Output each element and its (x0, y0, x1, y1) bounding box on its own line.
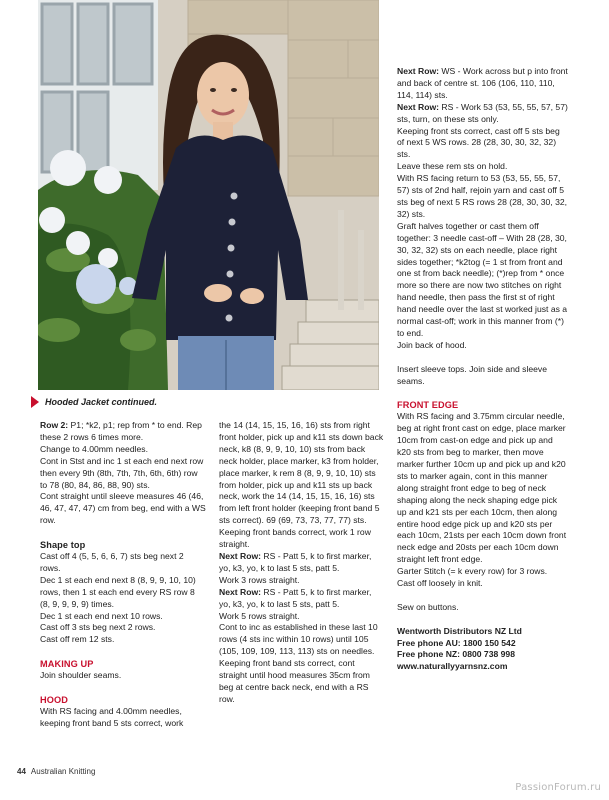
paragraph: Cast off rem 12 sts. (40, 634, 115, 645)
paragraph: Row 2: P1; *k2, p1; rep from * to end. Rep these 2 rows 6 times more. (40, 420, 202, 442)
paragraph: Work 3 rows straight. (219, 574, 300, 585)
paragraph: Cont in Stst and inc 1 st each end next row then every 9th (8th, 7th, 7th, 6th, 6th) row to 78 (80, 84, 86, 88, 90) sts. (40, 455, 204, 490)
heading-shape-top: Shape top (40, 540, 86, 551)
heading-hood: HOOD (40, 694, 68, 705)
paragraph: Next Row: WS - Work across but p into front and back of centre st. 106 (106, 110, 110, 114, 114) sts. (397, 66, 568, 100)
paragraph: Next Row: RS - Work 53 (53, 55, 55, 57, 57) sts, turn, on these sts only. (397, 101, 568, 124)
website-link[interactable]: www.naturallyyarnsnz.com (397, 661, 508, 672)
paragraph: Graft halves together or cast them off together: 3 needle cast-off – With 28 (28, 30, 30, 32, 32) sts on each needle, place right sides together; *k2tog (= 1 st from front and one st from back needle); (*)rep from * once more so there are now two stitches on right hand needle, then pass the first st of right hand needle over the last st worked just as a normal cast-off; work in this manner from (*) to end. (397, 220, 568, 338)
page-footer (17, 767, 95, 776)
text-column-3 (397, 66, 568, 673)
phone-au: Free phone AU: 1800 150 542 (397, 637, 516, 648)
paragraph: Leave these rem sts on hold. (397, 161, 508, 172)
paragraph: Keeping front sts correct, cast off 5 sts beg of next 5 WS rows. 28 (28, 30, 30, 32, 32) sts. (397, 125, 560, 160)
paragraph: Keeping front band sts correct, cont straight until hood measures 35cm from beg at centre back neck, end with a RS row. (219, 658, 370, 704)
row-label: Next Row: (219, 586, 262, 597)
watermark: PassionForum.ru (515, 782, 601, 793)
paragraph: Cont to inc as established in these last 10 rows (4 sts inc within 10 rows) until 105 (105, 109, 109, 113, 113) sts on needles. (219, 622, 378, 657)
caption-triangle-icon (31, 396, 39, 408)
row-label: Next Row: (397, 101, 440, 112)
paragraph: Next Row: RS - Patt 5, k to first marker, yo, k3, yo, k to last 5 sts, patt 5. (219, 550, 372, 573)
distributor-name: Wentworth Distributors NZ Ltd (397, 625, 522, 636)
paragraph: Cast off loosely in knit. (397, 578, 483, 589)
paragraph: Next Row: RS - Patt 5, k to first marker, yo, k3, yo, k to last 5 sts, patt 5. (219, 586, 372, 609)
paragraph: Work 5 rows straight. (219, 610, 300, 621)
paragraph: the 14 (14, 15, 15, 16, 16) sts from right front holder, pick up and k11 sts down back neck, k8 (8, 9, 9, 10, 10) sts from back neck holder, place marker, k3 from holder, place marker, k rem 8 (8, 9, 9, 10, 10) sts from holder, pick up and k11 sts up back neck, work the 14 (14, 15, 15, 16, 16) sts from left front holder (keeping front band 5 sts correct). 69 (69, 73, 73, 77, 77) sts. (219, 420, 384, 526)
phone-nz: Free phone NZ: 0800 738 998 (397, 649, 515, 660)
model-photo (38, 0, 379, 390)
paragraph: Dec 1 st each end next 8 (8, 9, 9, 10, 10) rows, then 1 st each end every RS row 8 (8, 9, 9, 9, 9) times. (40, 574, 196, 609)
caption-text: Hooded Jacket continued. (45, 397, 158, 407)
paragraph: With RS facing and 4.00mm needles, keeping front band 5 sts correct, work (40, 705, 184, 728)
text-column-2 (219, 420, 385, 706)
paragraph: Insert sleeve tops. Join side and sleeve seams. (397, 363, 548, 386)
page-number: 44 (17, 767, 26, 776)
heading-making-up: MAKING UP (40, 659, 94, 670)
row-label: Next Row: (397, 66, 440, 76)
paragraph: Dec 1 st each end next 10 rows. (40, 610, 163, 621)
paragraph: With RS facing return to 53 (53, 55, 55, 57, 57) sts of 2nd half, rejoin yarn and cast off 5 sts beg of next 5 RS rows 28 (28, 30, 30, 32, 32) sts. (397, 173, 568, 219)
row-label: Next Row: (219, 550, 262, 561)
paragraph: Join shoulder seams. (40, 670, 122, 681)
row-label: Row 2: (40, 420, 69, 430)
paragraph: Cast off 4 (5, 5, 6, 6, 7) sts beg next 2 rows. (40, 551, 184, 573)
paragraph: Garter Stitch (= k every row) for 3 rows. (397, 566, 548, 577)
magazine-title: Australian Knitting (30, 767, 96, 776)
text-column-1 (40, 420, 206, 730)
paragraph: Change to 4.00mm needles. (40, 443, 148, 454)
heading-front-edge: FRONT EDGE (397, 400, 459, 411)
paragraph: Join back of hood. (397, 339, 467, 350)
paragraph: Cont straight until sleeve measures 46 (46, 46, 47, 47, 47) cm from beg, end with a WS row. (40, 491, 206, 526)
paragraph: Cast off 3 sts beg next 2 rows. (40, 622, 156, 633)
paragraph: Keeping front bands correct, work 1 row straight. (219, 527, 371, 550)
paragraph: Sew on buttons. (397, 601, 459, 612)
photo-caption (31, 392, 171, 412)
paragraph: With RS facing and 3.75mm circular needle, beg at right front cast on edge, place marker 10cm from cast-on edge and pick up and k20 sts from beg to marker, then move marker further 10cm up and pick up and k20 sts to marker again, cont in this manner along straight front edge to beg of neck shaping along the neck shaping edge pick up and k21 sts per each 10cm, then along entire hood edge pick up and k20 sts per each 10cm, 21sts per each 10cm down front neck edge and 20sts per each 10cm down straight left front edge. (397, 411, 567, 565)
